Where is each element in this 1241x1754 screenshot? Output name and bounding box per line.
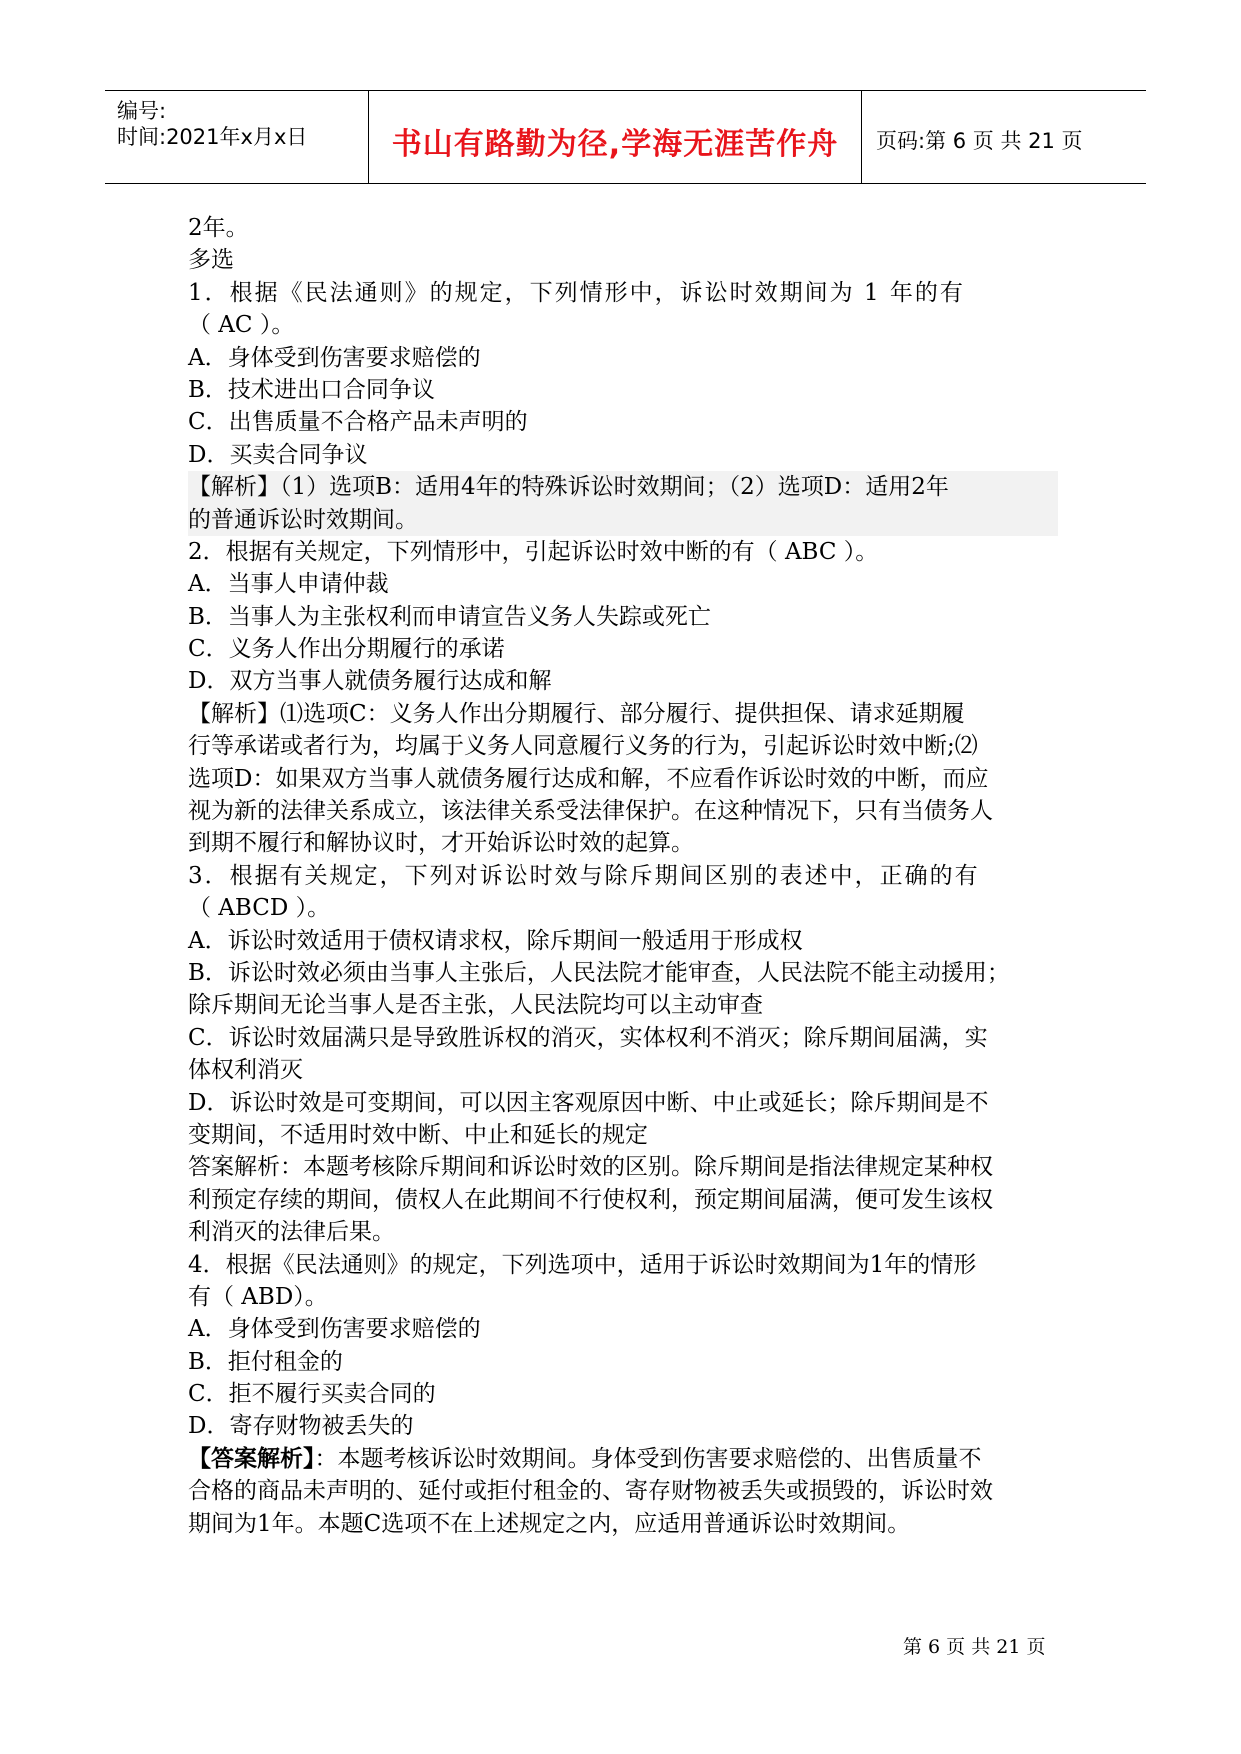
section-heading: 多选 xyxy=(188,247,234,274)
option-b: B．拒付租金的 xyxy=(188,1348,343,1375)
question-4-answer: 有（ ABD）。 xyxy=(188,1283,328,1310)
option-c: C．义务人作出分期履行的承诺 xyxy=(188,636,505,663)
analysis-line: 【解析】（1）选项B：适用4年的特殊诉讼时效期间；（2）选项D：适用2年 xyxy=(188,474,949,501)
option-a: A．身体受到伤害要求赔偿的 xyxy=(188,1316,481,1343)
question-3-answer: （ ABCD ）。 xyxy=(188,895,331,922)
text-line: 2年。 xyxy=(188,215,249,241)
header-left-cell xyxy=(105,91,369,183)
option-c: C．拒不履行买卖合同的 xyxy=(188,1381,436,1408)
option-d: D．买卖合同争议 xyxy=(188,441,368,468)
analysis-line: 到期不履行和解协议时，才开始诉讼时效的起算。 xyxy=(188,830,694,857)
answer-analysis-text: ：本题考核诉讼时效期间。身体受到伤害要求赔偿的、出售质量不 xyxy=(314,1445,982,1472)
analysis-block xyxy=(188,471,1058,536)
option-a: A．诉讼时效适用于债权请求权，除斥期间一般适用于形成权 xyxy=(188,927,803,954)
option-d: D．双方当事人就债务履行达成和解 xyxy=(188,668,552,695)
option-a: A．当事人申请仲裁 xyxy=(188,571,389,598)
analysis-line: 的普通诉讼时效期间。 xyxy=(188,506,418,533)
option-d: D．诉讼时效是可变期间，可以因主客观原因中断、中止或延长；除斥期间是不 xyxy=(188,1089,989,1116)
question-1-answer: （ AC ）。 xyxy=(188,312,295,339)
option-d-cont: 变期间，不适用时效中断、中止和延长的规定 xyxy=(188,1121,648,1148)
option-b-cont: 除斥期间无论当事人是否主张，人民法院均可以主动审查 xyxy=(188,992,763,1019)
analysis-line: 视为新的法律关系成立，该法律关系受法律保护。在这种情况下，只有当债务人 xyxy=(188,798,993,825)
analysis-line: 【解析】⑴选项C：义务人作出分期履行、部分履行、提供担保、请求延期履 xyxy=(188,700,965,727)
option-b: B．当事人为主张权利而申请宣告义务人失踪或死亡 xyxy=(188,603,711,630)
option-b: B．技术进出口合同争议 xyxy=(188,376,435,403)
header-middle-cell xyxy=(369,91,862,183)
answer-analysis-line: 利消灭的法律后果。 xyxy=(188,1219,395,1246)
doc-number-label: 编号: xyxy=(117,99,167,123)
question-1: 1．根据《民法通则》的规定，下列情形中，诉讼时效期间为 1 年的有 xyxy=(188,279,965,306)
answer-analysis-line: 答案解析：本题考核除斥期间和诉讼时效的区别。除斥期间是指法律规定某种权 xyxy=(188,1154,993,1181)
question-2: 2．根据有关规定，下列情形中，引起诉讼时效中断的有（ ABC ）。 xyxy=(188,538,879,565)
analysis-line: 行等承诺或者行为，均属于义务人同意履行义务的行为，引起诉讼时效中断;⑵ xyxy=(188,733,978,760)
answer-analysis-line: 合格的商品未声明的、延付或拒付租金的、寄存财物被丢失或损毁的，诉讼时效 xyxy=(188,1478,993,1505)
answer-analysis-line: 利预定存续的期间，债权人在此期间不行使权利，预定期间届满，便可发生该权 xyxy=(188,1186,993,1213)
analysis-line: 选项D：如果双方当事人就债务履行达成和解，不应看作诉讼时效的中断，而应 xyxy=(188,765,989,792)
page-header xyxy=(105,90,1146,184)
question-4: 4．根据《民法通则》的规定，下列选项中，适用于诉讼时效期间为1年的情形 xyxy=(188,1251,977,1278)
page-footer: 第 6 页 共 21 页 xyxy=(903,1636,1046,1658)
option-b: B．诉讼时效必须由当事人主张后，人民法院才能审查，人民法院不能主动援用； xyxy=(188,959,1010,986)
document-body xyxy=(188,212,1058,1540)
answer-analysis-label: 【答案解析】 xyxy=(188,1445,315,1472)
question-3: 3．根据有关规定，下列对诉讼时效与除斥期间区别的表述中，正确的有 xyxy=(188,862,980,889)
header-right-cell xyxy=(862,91,1146,183)
answer-analysis-line: 期间为1年。本题C选项不在上述规定之内，应适用普通诉讼时效期间。 xyxy=(188,1510,911,1537)
option-c: C．出售质量不合格产品未声明的 xyxy=(188,409,528,436)
option-a: A．身体受到伤害要求赔偿的 xyxy=(188,344,481,371)
answer-analysis-line xyxy=(188,1443,1058,1475)
header-page-code: 页码:第 6 页 共 21 页 xyxy=(876,129,1083,153)
option-d: D．寄存财物被丢失的 xyxy=(188,1413,414,1440)
header-motto: 书山有路勤为径,学海无涯苦作舟 xyxy=(391,127,839,162)
option-c-cont: 体权利消灭 xyxy=(188,1057,303,1084)
option-c: C．诉讼时效届满只是导致胜诉权的消灭，实体权利不消灭；除斥期间届满，实 xyxy=(188,1024,988,1051)
doc-time-label: 时间:2021年x月x日 xyxy=(117,125,308,149)
